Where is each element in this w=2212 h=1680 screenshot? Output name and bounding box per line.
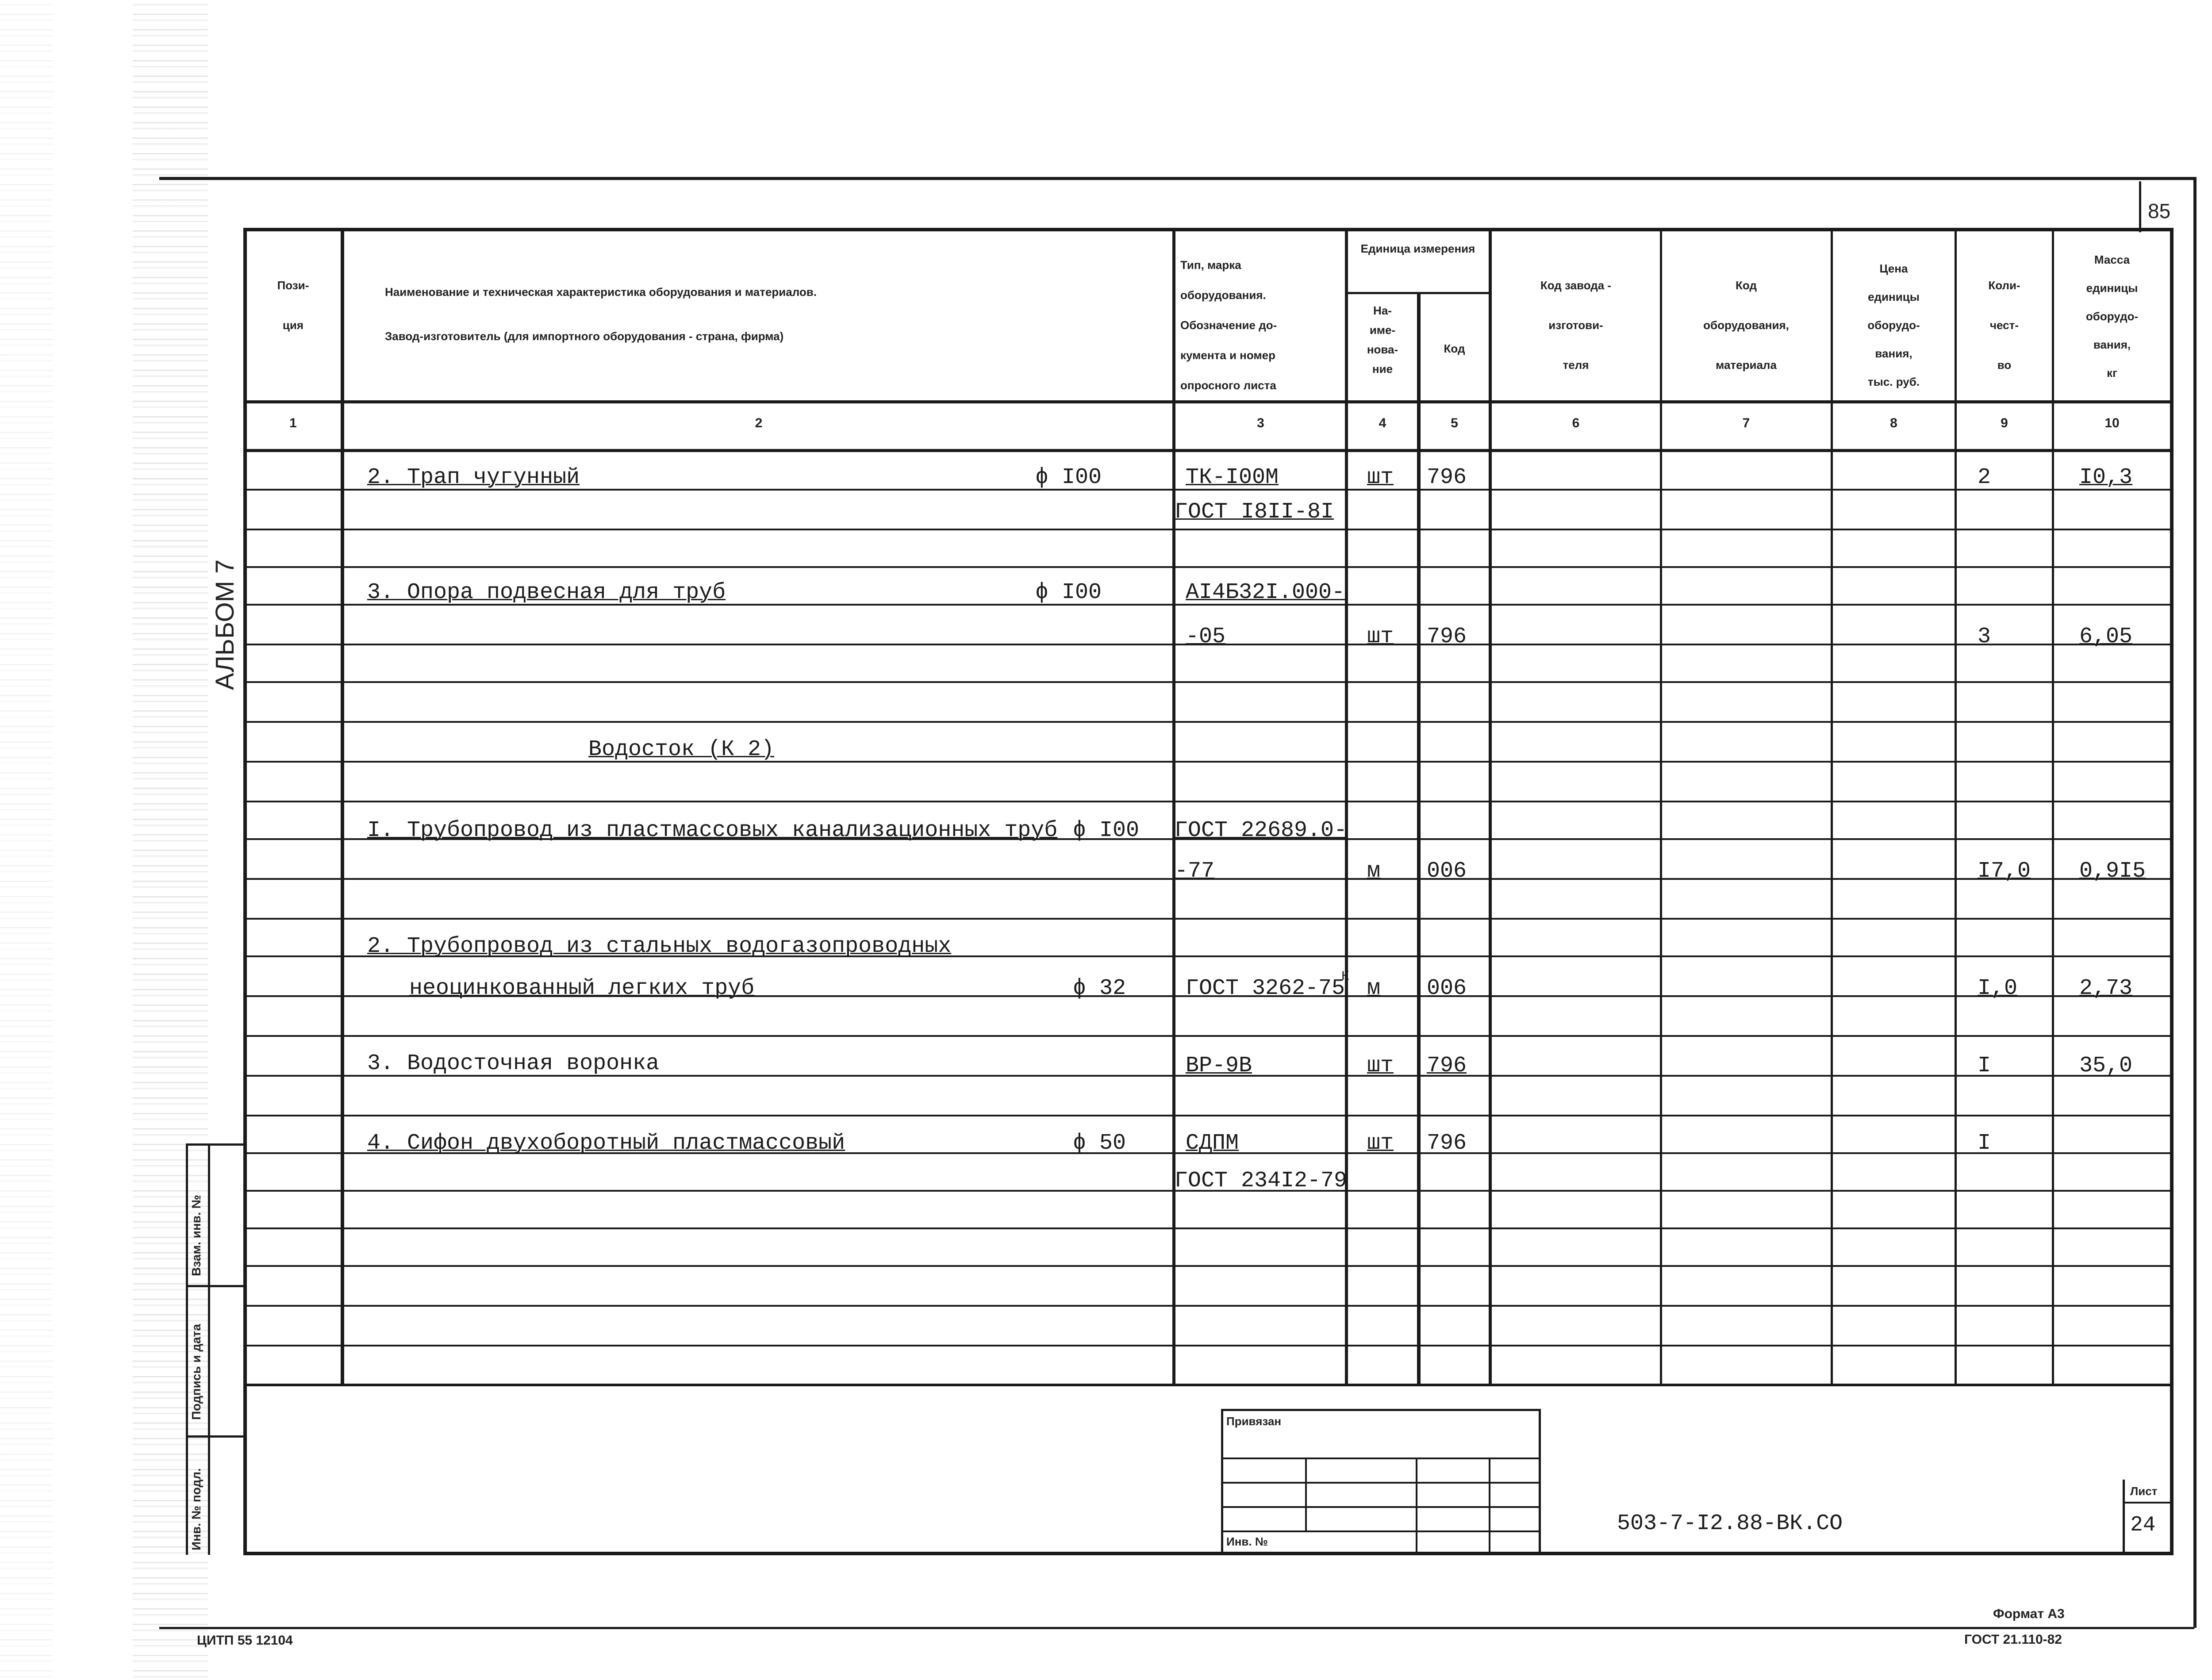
col-num-6: 6	[1572, 416, 1580, 430]
item-unit-code: 796	[1427, 465, 1467, 490]
item-unit-code: 006	[1427, 859, 1467, 884]
header-position: Пози- ция	[277, 279, 309, 332]
item-quantity: I	[1978, 1053, 1991, 1078]
item-type: АI4Б32I.000-	[1186, 580, 1345, 605]
header-factory-code: Код завода - изготови- теля	[1540, 279, 1612, 372]
col-num-8: 8	[1890, 416, 1897, 430]
item-type: -77	[1175, 859, 1215, 884]
item-type: СДПМ	[1186, 1131, 1239, 1156]
item-unit-code: 796	[1427, 624, 1467, 649]
col-num-9: 9	[2001, 416, 2008, 430]
item-unit-code: 006	[1427, 976, 1467, 1001]
item-name: I. Трубопровод из пластмассовых канализационных труб	[367, 818, 1058, 843]
header-mass: Масса единицы оборудо- вания, кг	[2085, 253, 2139, 380]
item-unit: шт	[1367, 1131, 1394, 1156]
footer-format: Формат А3	[1993, 1607, 2065, 1621]
item-type: ТК-I00М	[1186, 465, 1279, 490]
item-type-mark: К	[1341, 969, 1350, 984]
item-name: 2. Трап чугунный	[367, 465, 580, 490]
item-unit-code: 796	[1427, 1053, 1467, 1078]
col-num-1: 1	[289, 416, 297, 430]
item-unit: м	[1367, 859, 1381, 884]
item-name: неоцинкованный легких труб	[409, 976, 755, 1001]
album-label: АЛЬБОМ 7	[211, 559, 239, 690]
item-quantity: 3	[1978, 624, 1991, 649]
item-name: 3. Водосточная воронка	[367, 1051, 660, 1076]
item-type: ГОСТ 22689.0-	[1175, 818, 1348, 843]
item-unit-code: 796	[1427, 1131, 1467, 1156]
header-type: Тип, марка оборудования. Обозначение до- кумента и номер опросного листа	[1180, 258, 1277, 392]
col-num-3: 3	[1257, 416, 1264, 430]
item-quantity: I	[1978, 1131, 1991, 1156]
item-unit: шт	[1367, 1053, 1394, 1078]
item-diameter: ɸ 32	[1073, 976, 1126, 1001]
stamp-signature-date: Подпись и дата	[189, 1324, 203, 1420]
item-type: ГОСТ I8II-8I	[1175, 499, 1334, 525]
item-diameter: ɸ I00	[1035, 580, 1102, 605]
item-unit: м	[1367, 976, 1381, 1001]
scan-binding-noise	[133, 0, 208, 1680]
frame-top-line	[159, 177, 2194, 180]
item-name: 2. Трубопровод из стальных водогазопроводных	[367, 934, 952, 959]
header-unit-code: Код	[1444, 342, 1465, 355]
item-type: -05	[1186, 624, 1226, 649]
header-name: Наименование и техническая характеристика оборудования и материалов. Завод-изготовитель (для импортного оборудования - страна, фирма)	[385, 285, 817, 343]
col-num-2: 2	[755, 416, 763, 430]
header-quantity: Коли- чест- во	[1988, 279, 2020, 372]
item-quantity: I7,0	[1978, 859, 2031, 884]
inv-no-label: Инв. №	[1226, 1535, 1268, 1548]
document-code: 503-7-I2.88-ВК.СО	[1617, 1511, 1843, 1536]
item-name: 4. Сифон двухоборотный пластмассовый	[367, 1131, 845, 1156]
item-mass: 6,05	[2079, 624, 2133, 649]
item-unit: шт	[1367, 465, 1394, 490]
frame-right-line	[2193, 177, 2197, 1628]
col-num-7: 7	[1742, 416, 1750, 430]
sheet-label: Лист	[2130, 1484, 2158, 1498]
col-num-5: 5	[1451, 416, 1458, 430]
scan-edge-noise	[0, 0, 53, 1680]
footer-left: ЦИТП 55 12104	[197, 1633, 293, 1648]
page-number: 85	[2148, 199, 2171, 222]
item-mass: 35,0	[2079, 1053, 2133, 1078]
footer-gost: ГОСТ 21.110-82	[1964, 1632, 2062, 1647]
item-type: ГОСТ 3262-75	[1186, 976, 1345, 1001]
item-mass: 0,9I5	[2079, 859, 2146, 884]
item-quantity: 2	[1978, 465, 1991, 490]
section-title: Водосток (К 2)	[588, 737, 775, 762]
item-name: 3. Опора подвесная для труб	[367, 580, 726, 605]
col-num-10: 10	[2104, 416, 2120, 430]
stamp-vzam-inv: Взам. инв. №	[189, 1195, 203, 1276]
item-diameter: ɸ I00	[1035, 465, 1102, 490]
item-quantity: I,0	[1978, 976, 2018, 1001]
stamp-inv-podl: Инв. № подл.	[189, 1468, 203, 1550]
header-unit-name: На- име- нова- ние	[1367, 304, 1398, 376]
item-type: ГОСТ 234I2-79	[1175, 1168, 1348, 1193]
item-mass: I0,3	[2079, 465, 2133, 490]
item-unit: шт	[1367, 624, 1394, 649]
header-price: Цена единицы оборудо- вания, тыс. руб.	[1867, 262, 1920, 388]
page-number-separator	[2139, 181, 2141, 232]
header-unit: Единица измерения	[1360, 242, 1475, 255]
item-diameter: ɸ I00	[1073, 818, 1140, 843]
header-equipment-code: Код оборудования, материала	[1703, 279, 1789, 372]
item-mass: 2,73	[2079, 976, 2133, 1001]
item-diameter: ɸ 50	[1073, 1131, 1126, 1156]
sheet-number: 24	[2130, 1513, 2156, 1537]
item-type: ВР-9В	[1186, 1053, 1252, 1078]
privyazan-label: Привязан	[1226, 1415, 1282, 1428]
col-num-4: 4	[1379, 416, 1386, 430]
frame-bottom-line	[159, 1627, 2194, 1629]
